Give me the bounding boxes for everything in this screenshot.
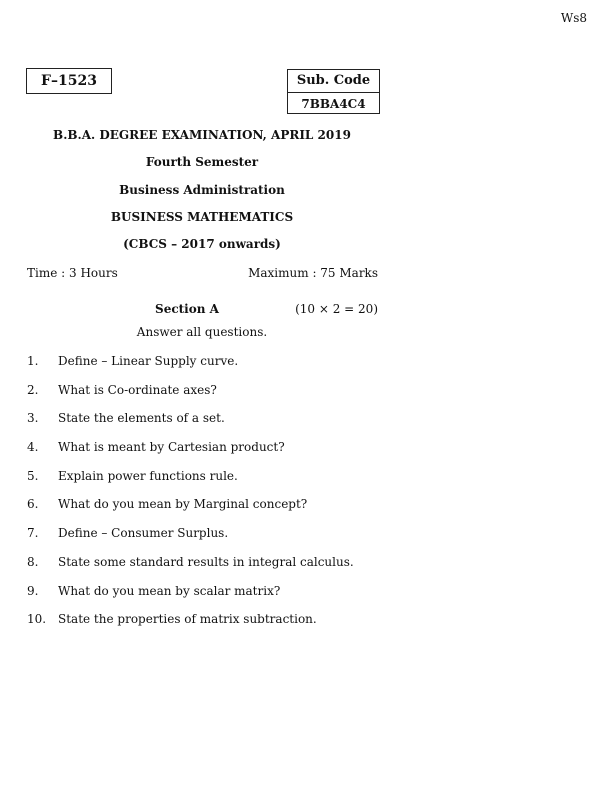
corner-code: Ws8 xyxy=(560,11,587,25)
time-allowed: Time : 3 Hours xyxy=(27,266,118,280)
question-number: 3. xyxy=(27,411,39,425)
exam-title: B.B.A. DEGREE EXAMINATION, APRIL 2019 xyxy=(53,128,351,142)
question-number: 4. xyxy=(27,440,39,454)
section-marks: (10 × 2 = 20) xyxy=(295,302,378,316)
paper-title: BUSINESS MATHEMATICS xyxy=(110,210,294,224)
scheme: (CBCS – 2017 onwards) xyxy=(123,237,281,251)
question-text: What is Co-ordinate axes? xyxy=(58,383,217,397)
section-title: Section A xyxy=(155,302,219,316)
question-number: 6. xyxy=(27,497,39,511)
question-number: 8. xyxy=(27,555,39,569)
question-number: 5. xyxy=(27,469,39,483)
section-instruction: Answer all questions. xyxy=(136,325,268,339)
question-number: 10. xyxy=(27,612,47,626)
question-text: What do you mean by scalar matrix? xyxy=(58,584,281,598)
question-number: 9. xyxy=(27,584,39,598)
semester: Fourth Semester xyxy=(145,155,259,169)
question-number: 1. xyxy=(27,354,39,368)
question-text: What is meant by Cartesian product? xyxy=(58,440,285,454)
question-text: What do you mean by Marginal concept? xyxy=(58,497,308,511)
question-text: Define – Consumer Surplus. xyxy=(58,526,229,540)
maximum-marks: Maximum : 75 Marks xyxy=(248,266,378,280)
question-text: State some standard results in integral calculus. xyxy=(58,555,354,569)
question-number: 2. xyxy=(27,383,39,397)
subject: Business Administration xyxy=(119,183,285,197)
question-text: Explain power functions rule. xyxy=(58,469,238,483)
question-number: 7. xyxy=(27,526,39,540)
paper-code-box: F–1523 xyxy=(26,68,112,94)
question-text: State the elements of a set. xyxy=(58,411,225,425)
sub-code-label: Sub. Code xyxy=(296,73,371,88)
question-text: Define – Linear Supply curve. xyxy=(58,354,239,368)
sub-code-value: 7BBA4C4 xyxy=(288,92,379,115)
question-text: State the properties of matrix subtraction. xyxy=(58,612,317,626)
sub-code-box xyxy=(287,69,380,114)
